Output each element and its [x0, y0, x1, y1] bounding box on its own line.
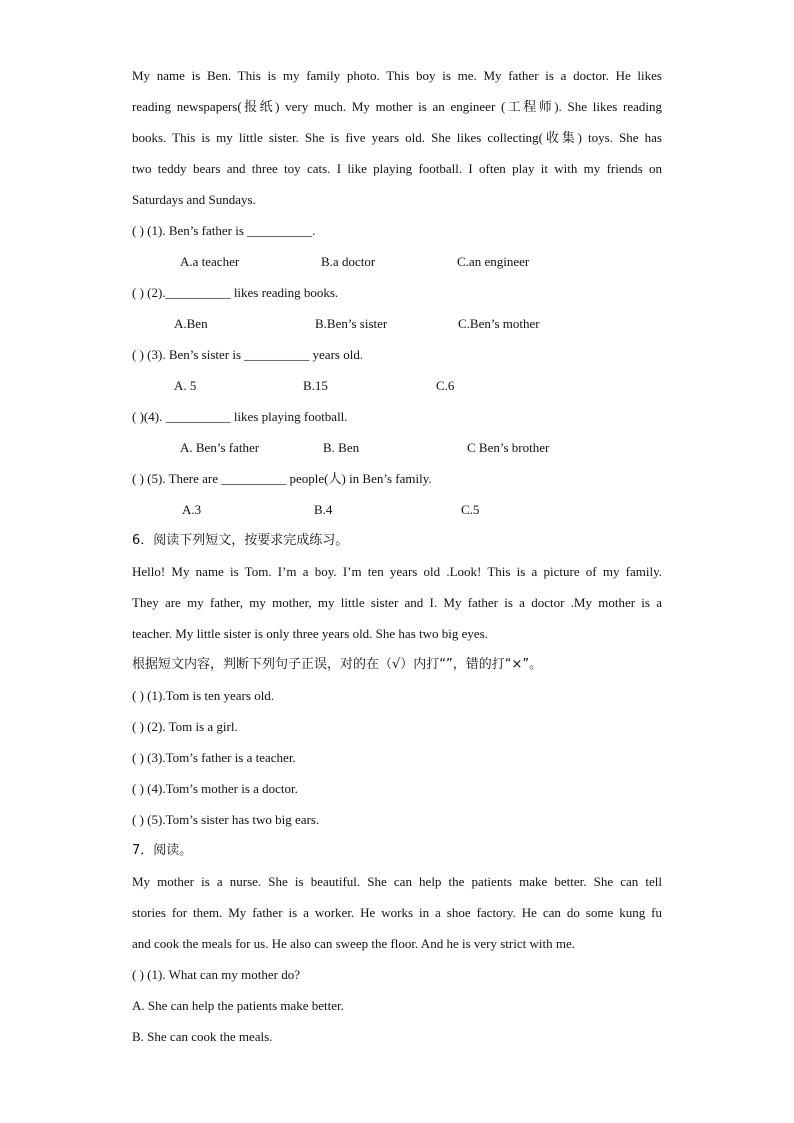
answer-options: [132, 308, 662, 339]
option-c: C.6: [436, 378, 455, 393]
passage-tom: [132, 556, 662, 649]
passage-line: and cook the meals for us. He also can sweep the floor. And he is very strict with me.: [132, 936, 575, 951]
option-a: A. She can help the patients make better.: [132, 998, 344, 1013]
option-c: C.Ben’s mother: [458, 316, 540, 331]
worksheet-page: [132, 60, 662, 1052]
question-group-ben: [132, 215, 662, 525]
passage-line: They are my father, my mother, my little sister and I. My father is a doctor .My mother is a: [132, 595, 662, 610]
question-stem: ( ) (5). There are __________ people(人) in Ben’s family.: [132, 471, 432, 486]
answer-options: [132, 370, 662, 401]
question-stem: ( ) (1). What can my mother do?: [132, 967, 300, 982]
passage-line: two teddy bears and three toy cats. I like playing football. I often play it with my friends on: [132, 161, 662, 176]
instruction-text: 根据短文内容，判断下列句子正误，对的在（√）内打“”，错的打“×”。: [132, 657, 543, 672]
option-b: B. Ben: [323, 440, 360, 455]
question-stem: ( ) (3). Ben’s sister is __________ years old.: [132, 347, 364, 362]
passage-mother: [132, 866, 662, 959]
section-heading: 7．阅读。: [132, 843, 193, 858]
section-heading: 6．阅读下列短文，按要求完成练习。: [132, 533, 349, 548]
answer-options: [132, 246, 662, 277]
option-b: B. She can cook the meals.: [132, 1029, 273, 1044]
answer-options: [132, 494, 662, 525]
true-false-item: ( ) (4).Tom’s mother is a doctor.: [132, 781, 298, 796]
passage-line: stories for them. My father is a worker. He works in a shoe factory. He can do some kung fu: [132, 905, 662, 920]
option-b: B.15: [303, 378, 328, 393]
option-c: C.5: [461, 502, 480, 517]
passage-line: Hello! My name is Tom. I’m a boy. I’m ten years old .Look! This is a picture of my family.: [132, 564, 662, 579]
option-c: C Ben’s brother: [467, 440, 550, 455]
question-stem: ( ) (1). Ben’s father is __________.: [132, 223, 316, 238]
question-stem: ( ) (2).__________ likes reading books.: [132, 285, 339, 300]
question-stem: ( )(4). __________ likes playing football.: [132, 409, 348, 424]
option-a: A. 5: [174, 378, 197, 393]
true-false-item: ( ) (5).Tom’s sister has two big ears.: [132, 812, 320, 827]
passage-ben: [132, 60, 662, 215]
option-a: A. Ben’s father: [180, 440, 260, 455]
answer-options: [132, 432, 662, 463]
option-a: A.a teacher: [180, 254, 240, 269]
true-false-items: [132, 680, 662, 835]
true-false-item: ( ) (2). Tom is a girl.: [132, 719, 238, 734]
passage-line: reading newspapers(报纸) very much. My mother is an engineer (工程师). She likes reading: [132, 99, 662, 114]
passage-line: books. This is my little sister. She is five years old. She likes collecting(收集) toys. She has: [132, 130, 662, 145]
passage-line: My name is Ben. This is my family photo. This boy is me. My father is a doctor. He likes: [132, 68, 662, 83]
option-a: A.3: [182, 502, 202, 517]
true-false-item: ( ) (1).Tom is ten years old.: [132, 688, 275, 703]
option-b: B.4: [314, 502, 333, 517]
option-b: B.Ben’s sister: [315, 316, 388, 331]
option-b: B.a doctor: [321, 254, 376, 269]
option-c: C.an engineer: [457, 254, 530, 269]
option-a: A.Ben: [174, 316, 208, 331]
passage-line: My mother is a nurse. She is beautiful. She can help the patients make better. She can tell: [132, 874, 662, 889]
passage-line: teacher. My little sister is only three years old. She has two big eyes.: [132, 626, 488, 641]
true-false-item: ( ) (3).Tom’s father is a teacher.: [132, 750, 296, 765]
passage-line: Saturdays and Sundays.: [132, 192, 256, 207]
